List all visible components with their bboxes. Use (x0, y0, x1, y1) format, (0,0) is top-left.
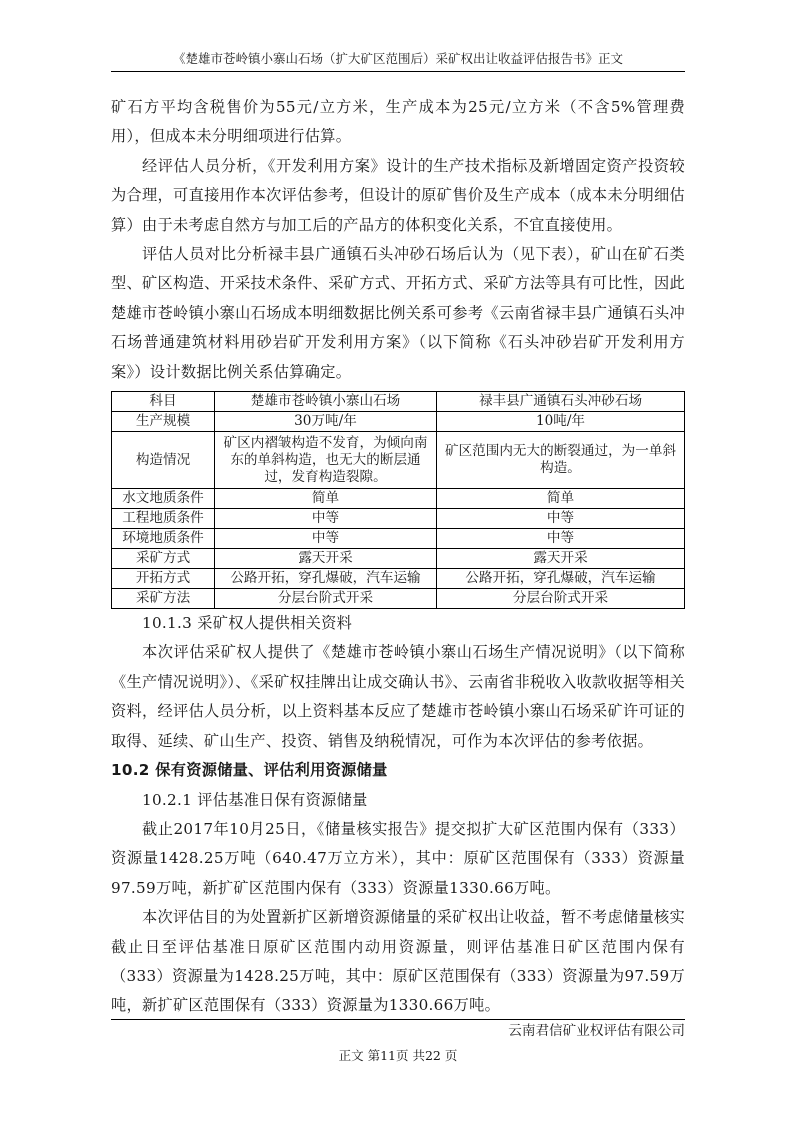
table-cell: 中等 (215, 529, 437, 549)
table-cell: 露天开采 (215, 549, 437, 569)
table-cell: 简单 (437, 489, 685, 509)
table-cell: 露天开采 (437, 549, 685, 569)
table-row (112, 529, 685, 549)
paragraph-materials: 本次评估采矿权人提供了《楚雄市苍岭镇小寨山石场生产情况说明》（以下简称《生产情况说明》）、《采矿权挂牌出让成交确认书》、云南省非税收入收款收据等相关资料，经评估人员分析，以上资料基本反应了楚雄市苍岭镇小寨山石场采矿许可证的取得、延续、矿山生产、投资、销售及纳税情况，可作为本次评估的参考依据。 (111, 643, 685, 750)
table-cell: 10吨/年 (437, 412, 685, 432)
subsection-heading-10-1-3: 10.1.3 采矿权人提供相关资料 (142, 614, 353, 633)
paragraph-base-date-reserves: 本次评估目的为处置新扩区新增资源储量的采矿权出让收益，暂不考虑储量核实截止日至评估基准日原矿区范围内动用资源量，则评估基准日矿区范围内保有（333）资源量为1428.25万吨，其中：原矿区范围保有（333）资源量为97.59万吨，新扩矿区范围保有（333）资源量为1330.66万吨。 (111, 908, 685, 1015)
paragraph-analysis: 经评估人员分析，《开发利用方案》设计的生产技术指标及新增固定资产投资较为合理，可直接用作本次评估参考，但设计的原矿售价及生产成本（成本未分明细估算）由于未考虑自然方与加工后的产品方的体积变化关系，不宜直接使用。 (111, 156, 685, 234)
table-cell: 分层台阶式开采 (215, 589, 437, 609)
footer-company: 云南君信矿业权评估有限公司 (508, 1023, 685, 1039)
table-cell: 开拓方式 (112, 569, 215, 589)
table-cell: 分层台阶式开采 (437, 589, 685, 609)
table-cell: 中等 (215, 509, 437, 529)
table-row (112, 412, 685, 432)
paragraph-price-cost: 矿石方平均含税售价为55元/立方米，生产成本为25元/立方米（不含5%管理费用），但成本未分明细项进行估算。 (111, 98, 685, 146)
table-cell: 矿区范围内无大的断裂通过，为一单斜构造。 (437, 432, 685, 489)
paragraph-reserves: 截止2017年10月25日，《储量核实报告》提交拟扩大矿区范围内保有（333）资源量1428.25万吨（640.47万立方米），其中：原矿区范围保有（333）资源量97.59万吨，新扩矿区范围内保有（333）资源量1330.66万吨。 (111, 819, 685, 897)
document-body (111, 93, 685, 1021)
table-row (112, 549, 685, 569)
table-cell: 生产规模 (112, 412, 215, 432)
table-cell: 30万吨/年 (215, 412, 437, 432)
table-cell: 采矿方式 (112, 549, 215, 569)
table-row (112, 569, 685, 589)
table-cell: 中等 (437, 509, 685, 529)
table-cell: 工程地质条件 (112, 509, 215, 529)
footer-rule (111, 1019, 685, 1020)
paragraph-comparison: 评估人员对比分析禄丰县广通镇石头冲砂石场后认为（见下表），矿山在矿石类型、矿区构造、开采技术条件、采矿方式、开拓方式、采矿方法等具有可比性，因此楚雄市苍岭镇小寨山石场成本明细数据比例关系可参考《云南省禄丰县广通镇石头冲石场普通建筑材料用砂岩矿开发利用方案》（以下简称《石头冲砂岩矿开发利用方案》）设计数据比例关系估算确定。 (111, 245, 685, 381)
comparison-table (111, 391, 685, 609)
table-cell: 矿区内褶皱构造不发育，为倾向南东的单斜构造，也无大的断层通过，发育构造裂隙。 (215, 432, 437, 489)
table-cell: 简单 (215, 489, 437, 509)
table-cell: 中等 (437, 529, 685, 549)
table-row (112, 509, 685, 529)
table-header-cell: 禄丰县广通镇石头冲砂石场 (437, 392, 685, 412)
table-header-cell: 楚雄市苍岭镇小寨山石场 (215, 392, 437, 412)
table-cell: 水文地质条件 (112, 489, 215, 509)
page-number: 正文 第11页 共22 页 (338, 1048, 458, 1063)
section-heading-10-2: 10.2 保有资源储量、评估利用资源储量 (111, 761, 388, 780)
table-row (112, 489, 685, 509)
table-row (112, 432, 685, 489)
table-cell: 公路开拓，穿孔爆破，汽车运输 (215, 569, 437, 589)
header-rule (111, 71, 685, 72)
table-cell: 构造情况 (112, 432, 215, 489)
table-cell: 环境地质条件 (112, 529, 215, 549)
table-header-cell: 科目 (112, 392, 215, 412)
running-header: 《楚雄市苍岭镇小寨山石场（扩大矿区范围后）采矿权出让收益评估报告书》正文 (172, 51, 623, 66)
table-row (112, 589, 685, 609)
table-cell: 公路开拓，穿孔爆破，汽车运输 (437, 569, 685, 589)
subsection-heading-10-2-1: 10.2.1 评估基准日保有资源储量 (142, 790, 368, 809)
table-cell: 采矿方法 (112, 589, 215, 609)
table-header-row (112, 392, 685, 412)
